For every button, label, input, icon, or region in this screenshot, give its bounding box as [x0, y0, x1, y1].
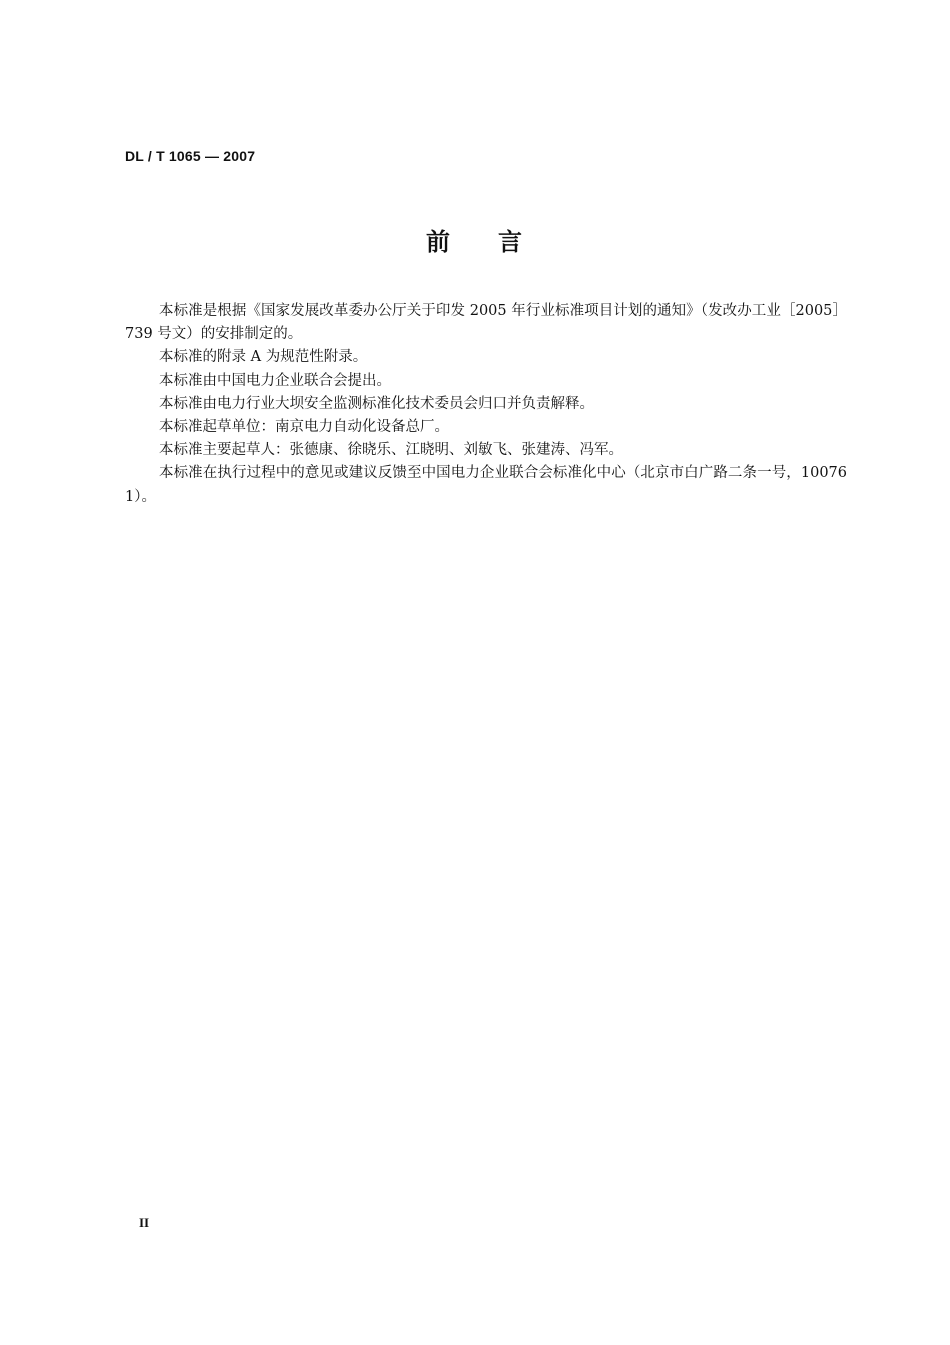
paragraph-responsible-committee: 本标准由电力行业大坝安全监测标准化技术委员会归口并负责解释。 [159, 395, 594, 412]
document-code: DL / T 1065 — 2007 [125, 148, 256, 164]
paragraph-feedback: 本标准在执行过程中的意见或建议反馈至中国电力企业联合会标准化中心（北京市白广路二条一号，100761）。 [125, 465, 847, 505]
section-title-char-1: 前 [426, 228, 452, 256]
paragraph-drafters: 本标准主要起草人：张德康、徐晓乐、江晓明、刘敏飞、张建涛、冯军。 [159, 442, 623, 459]
paragraph-proposer: 本标准由中国电力企业联合会提出。 [159, 372, 391, 389]
section-title [0, 222, 950, 257]
paragraph-appendix: 本标准的附录 A 为规范性附录。 [159, 349, 368, 366]
paragraph-plan-basis: 本标准是根据《国家发展改革委办公厅关于印发 2005 年行业标准项目计划的通知》（发改办工业［2005］739 号文）的安排制定的。 [125, 303, 847, 343]
section-title-char-2: 言 [498, 228, 524, 256]
foreword-body [125, 300, 847, 509]
paragraph-drafting-unit: 本标准起草单位：南京电力自动化设备总厂。 [159, 419, 449, 436]
page-number: II [139, 1215, 150, 1230]
